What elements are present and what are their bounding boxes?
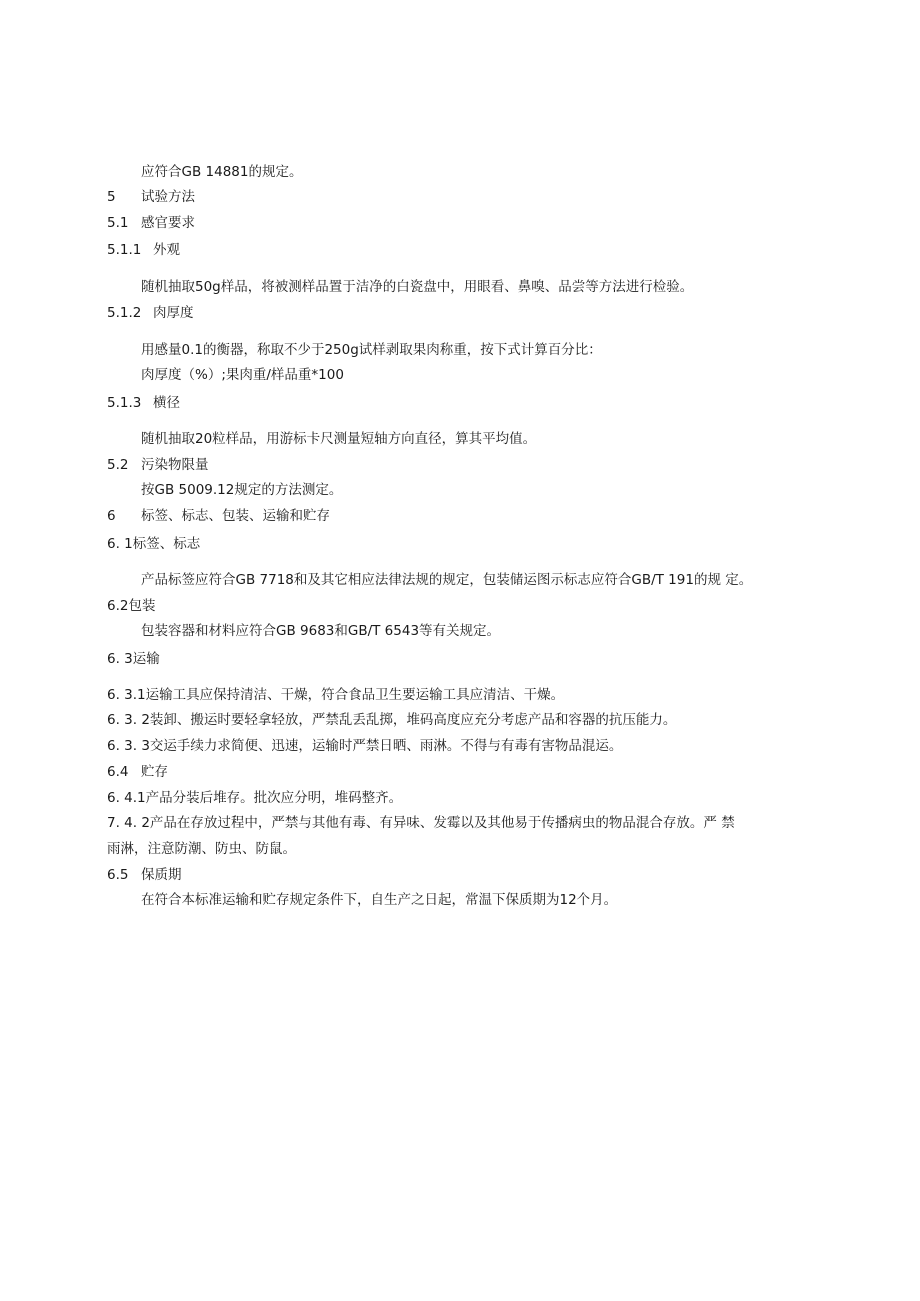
paragraph: 雨淋，注意防潮、防虫、防鼠。 xyxy=(107,841,296,857)
paragraph: 6. 3. 3交运手续力求简便、迅速，运输时严禁日晒、雨淋。不得与有毒有害物品混运。 xyxy=(107,738,623,754)
section-title: 外观 xyxy=(153,242,180,258)
paragraph: 7. 4. 2产品在存放过程中，严禁与其他有毒、有异味、发霉以及其他易于传播病虫的物品混合存放。严 禁 xyxy=(107,815,735,831)
section-number: 5.1.1 xyxy=(107,242,142,258)
paragraph: 6. 3.1运输工具应保持清洁、干燥，符合食品卫生要运输工具应清洁、干燥。 xyxy=(107,687,565,703)
section-title: 感官要求 xyxy=(141,215,195,231)
section-title: 试验方法 xyxy=(141,189,195,205)
section-number: 6.5 xyxy=(107,867,129,883)
paragraph: 随机抽取50g样品，将被测样品置于洁净的白瓷盘中，用眼看、鼻嗅、品尝等方法进行检验。 xyxy=(141,279,694,295)
section-heading: 6.2包装 xyxy=(107,598,156,614)
section-title: 污染物限量 xyxy=(141,457,209,473)
section-title: 标签、标志、包装、运输和贮存 xyxy=(141,508,330,524)
paragraph: 应符合GB 14881的规定。 xyxy=(141,164,303,180)
section-number: 5.1.2 xyxy=(107,305,142,321)
paragraph: 在符合本标准运输和贮存规定条件下，自生产之日起，常温下保质期为12个月。 xyxy=(141,892,618,908)
section-number: 5.1 xyxy=(107,215,129,231)
section-heading: 6. 1标签、标志 xyxy=(107,536,201,552)
paragraph: 随机抽取20粒样品，用游标卡尺测量短轴方向直径，算其平均值。 xyxy=(141,431,537,447)
section-number: 5.1.3 xyxy=(107,395,142,411)
section-heading: 6. 3运输 xyxy=(107,651,160,667)
section-title: 贮存 xyxy=(141,764,168,780)
paragraph: 包装容器和材料应符合GB 9683和GB/T 6543等有关规定。 xyxy=(141,623,501,639)
section-number: 6.4 xyxy=(107,764,129,780)
section-number: 5 xyxy=(107,189,116,205)
section-title: 肉厚度 xyxy=(153,305,194,321)
paragraph: 产品标签应符合GB 7718和及其它相应法律法规的规定，包装储运图示标志应符合GB/T 191的规 定。 xyxy=(141,572,753,588)
section-title: 保质期 xyxy=(141,867,182,883)
paragraph: 6. 4.1产品分装后堆存。批次应分明，堆码整齐。 xyxy=(107,790,403,806)
formula: 肉厚度（%）;果肉重/样品重*100 xyxy=(141,367,344,383)
paragraph: 按GB 5009.12规定的方法测定。 xyxy=(141,482,343,498)
section-title: 横径 xyxy=(153,395,180,411)
paragraph: 用感量0.1的衡器，称取不少于250g试样剥取果肉称重，按下式计算百分比： xyxy=(141,342,602,358)
paragraph: 6. 3. 2装卸、搬运时要轻拿轻放，严禁乱丢乱掷，堆码高度应充分考虑产品和容器的抗压能力。 xyxy=(107,712,677,728)
section-number: 6 xyxy=(107,508,116,524)
section-number: 5.2 xyxy=(107,457,129,473)
